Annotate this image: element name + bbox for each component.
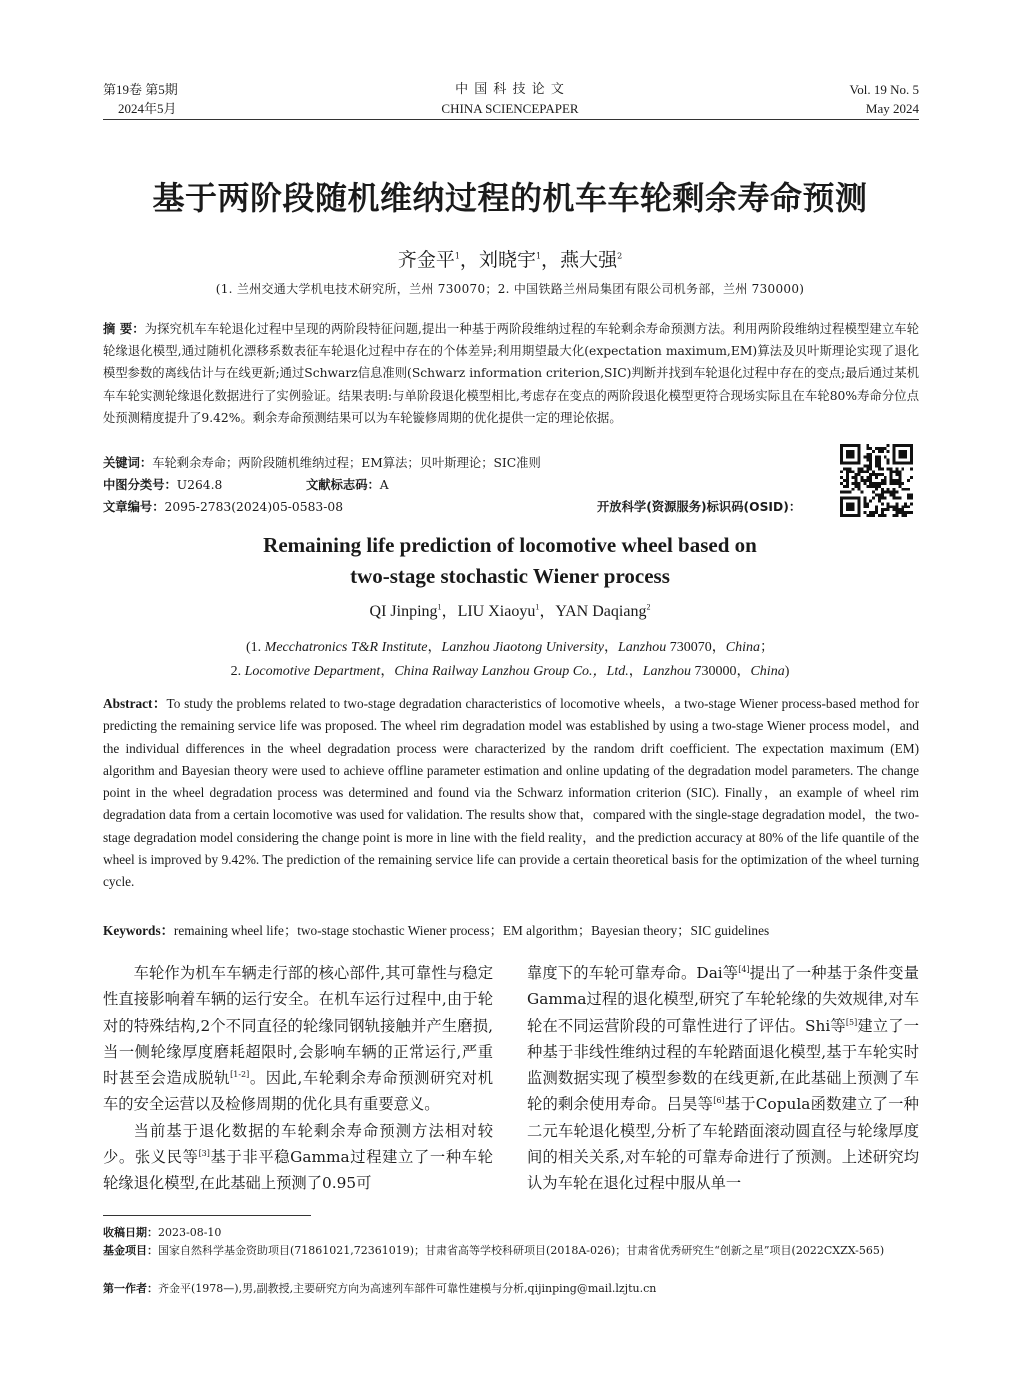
clc-number [103, 474, 222, 496]
osid-label [597, 496, 801, 518]
paper-title-en-line1: Remaining life prediction of locomotive wheel based on [263, 533, 757, 557]
header-date-cn: 2024年5月 [118, 101, 177, 116]
citation-mark: [3] [198, 1148, 210, 1158]
keywords-en-text: remaining wheel life；two-stage stochastic Wiener process；EM algorithm；Bayesian theory；SIC guidelines [173, 923, 770, 938]
body-paragraph: 车轮作为机车车辆走行部的核心部件,其可靠性与稳定性直接影响着车辆的运行安全。在机车运行过程中,由于轮对的特殊结构,2个不同直径的轮缘同钢轨接触并产生磨损,当一侧轮缘厚度磨耗超限时,会影响车辆的正常运行,严重时甚至会造成脱轨[1-2]。因此,车轮剩余寿命预测研究对机车的安全运营以及检修周期的优化具有重要意义。 [103, 964, 493, 1114]
author-separator: ， [441, 603, 458, 620]
body-paragraph: 靠度下的车轮可靠寿命。Dai等[4]提出了一种基于条件变量Gamma过程的退化模型,研究了车轮轮缘的失效规律,对车轮在不同运营阶段的可靠性进行了评估。Shi等[5]建立了一种基于非线性维纳过程的车轮踏面退化模型,基于车轮实时监测数据实现了模型参数的在线更新,在此基础上预测了车轮的剩余使用寿命。吕昊等[6]基于Copula函数建立了一种二元车轮退化模型,分析了车轮踏面滚动圆直径与轮缘厚度间的相关关系,对车轮的可靠寿命进行了预测。上述研究均认为车轮在退化过程中服从单一 [527, 964, 919, 1193]
abstract-cn [103, 318, 919, 429]
keywords-cn-label: 关键词： [103, 456, 153, 470]
document-code [306, 474, 389, 496]
author-affil-mark: 2 [617, 251, 623, 261]
author-list-cn [0, 247, 1020, 273]
abstract-en-label: Abstract： [103, 696, 167, 711]
affiliation-en [0, 636, 1020, 683]
article-number [103, 496, 343, 518]
author-name-en: QI Jinping [369, 603, 438, 620]
footnote-received-value: 2023-08-10 [158, 1226, 222, 1239]
body-paragraph: 当前基于退化数据的车轮剩余寿命预测方法相对较少。张义民等[3]基于非平稳Gamma过程建立了一种车轮轮缘退化模型,在此基础上预测了0.95可 [103, 1121, 493, 1193]
author-separator: ， [541, 249, 561, 271]
header-journal-cn: 中 国 科 技 论 文 [455, 82, 565, 97]
affiliation-en-line1: (1. Mecchatronics T&R Institute，Lanzhou Jiaotong University，Lanzhou 730070，China； [246, 640, 774, 655]
document-code-label: 文献标志码： [306, 478, 380, 492]
body-column-left [103, 960, 493, 1197]
header-date-en: May 2024 [865, 101, 919, 116]
paper-title-cn: 基于两阶段随机维纳过程的机车车轮剩余寿命预测 [152, 179, 868, 217]
document-code-value: A [379, 478, 389, 492]
header-rule [103, 119, 919, 120]
footnote-first-author [103, 1280, 919, 1297]
keywords-cn [103, 452, 823, 474]
paper-title-en-line2: two-stage stochastic Wiener process [350, 564, 670, 588]
paper-title-en [0, 530, 1020, 592]
author-list-en [0, 600, 1020, 624]
header-volume-issue: 第19卷 第5期 [103, 82, 178, 97]
article-number-label: 文章编号： [103, 500, 165, 514]
abstract-cn-text: 为探究机车车轮退化过程中呈现的两阶段特征问题,提出一种基于两阶段维纳过程的车轮剩余寿命预测方法。利用两阶段维纳过程模型建立车轮轮缘退化模型,通过随机化漂移系数表征车轮退化过程中存在的个体差异;利用期望最大化(expectation maximum,EM)算法及贝叶斯理论实现了退化模型参数的离线估计与在线更新;通过Schwarz信息准则(Schwarz information criterion,SIC)判断并找到车轮退化过程中存在的变点;最后通过某机车车轮实测轮缘退化数据进行了实例验证。结果表明:与单阶段退化模型相比,考虑存在变点的两阶段退化模型更符合现场实际且在车轮80%寿命分位点处预测精度提升了9.42%。剩余寿命预测结果可以为车轮镟修周期的优化提供一定的理论依据。 [103, 322, 919, 425]
citation-mark: [5] [845, 1017, 858, 1027]
osid-label-text: 开放科学(资源服务)标识码(OSID)： [597, 500, 802, 514]
abstract-en-text: To study the problems related to two-stage degradation characteristics of locomotive wheels，a two-stage Wiener process-based method for predicting the remaining service life was proposed. The wheel rim degradation model was established by using a two-stage Wiener process model，and the individual differences in the wheel degradation process were characterized by the random drift coefficient. The expectation maximum (EM) algorithm and Bayesian theory were used to achieve offline parameter estimation and online updating of the degradation model parameters. The change point in the wheel degradation process was determined and found via the Schwarz information criterion (SIC). Finally，an example of wheel rim degradation data from a certain locomotive was used for validation. The results show that，compared with the single-stage degradation model，the two-stage degradation model considering the change point is more in line with the field reality，and the prediction accuracy at 80% of the life quantile of the wheel is improved by 9.42%. The prediction of the remaining service life can provide a certain theoretical basis for the optimization of the wheel turning cycle. [103, 696, 920, 890]
header-journal-en: CHINA SCIENCEPAPER [441, 101, 579, 116]
header-volume-en: Vol. 19 No. 5 [849, 82, 919, 97]
author-affil-mark: 1 [535, 251, 542, 261]
citation-mark: [1-2] [230, 1070, 250, 1080]
author-affil-mark: 1 [454, 251, 460, 261]
osid-qr-code [840, 444, 913, 517]
author-affil-mark: 1 [437, 602, 442, 612]
affiliation-cn: (1. 兰州交通大学机电技术研究所，兰州 730070；2. 中国铁路兰州局集团有限公司机务部，兰州 730000) [215, 282, 805, 296]
abstract-en [103, 693, 919, 894]
footnote-fund [103, 1242, 919, 1259]
keywords-en-label: Keywords： [103, 923, 174, 938]
footnote-received-label: 收稿日期： [103, 1226, 158, 1239]
keywords-cn-text: 车轮剩余寿命；两阶段随机维纳过程；EM算法；贝叶斯理论；SIC准则 [152, 456, 541, 470]
author-affil-mark: 1 [535, 602, 540, 612]
author-affil-mark: 2 [646, 602, 651, 612]
author-name: 燕大强 [560, 249, 618, 271]
clc-value: U264.8 [176, 478, 223, 492]
footnote-rule [103, 1215, 311, 1216]
body-column-right [527, 960, 919, 1197]
author-separator: ， [539, 603, 556, 620]
clc-label: 中图分类号： [103, 478, 177, 492]
footnote-first-author-label: 第一作者： [103, 1282, 158, 1295]
author-name: 刘晓宇 [478, 249, 536, 271]
footnote-fund-label: 基金项目： [103, 1244, 158, 1257]
citation-mark: [4] [738, 964, 750, 974]
abstract-cn-label: 摘 要： [103, 322, 145, 336]
author-name-en: LIU Xiaoyu [457, 603, 536, 620]
keywords-en [103, 920, 919, 942]
author-name: 齐金平 [397, 249, 455, 271]
author-name-en: YAN Daqiang [555, 603, 647, 620]
footnote-fund-value: 国家自然科学基金资助项目(71861021,72361019)；甘肃省高等学校科研项目(2018A-026)；甘肃省优秀研究生“创新之星”项目(2022CXZX-565) [158, 1244, 885, 1257]
article-number-value: 2095-2783(2024)05-0583-08 [164, 500, 344, 514]
author-separator: ， [459, 249, 479, 271]
affiliation-en-line2: 2. Locomotive Department，China Railway Lanzhou Group Co.，Ltd.，Lanzhou 730000，China) [230, 663, 790, 679]
footnote-received [103, 1224, 919, 1241]
citation-mark: [6] [713, 1096, 725, 1106]
footnote-first-author-value: 齐金平(1978—),男,副教授,主要研究方向为高速列车部件可靠性建模与分析,qijinping@mail.lzjtu.cn [158, 1282, 657, 1295]
